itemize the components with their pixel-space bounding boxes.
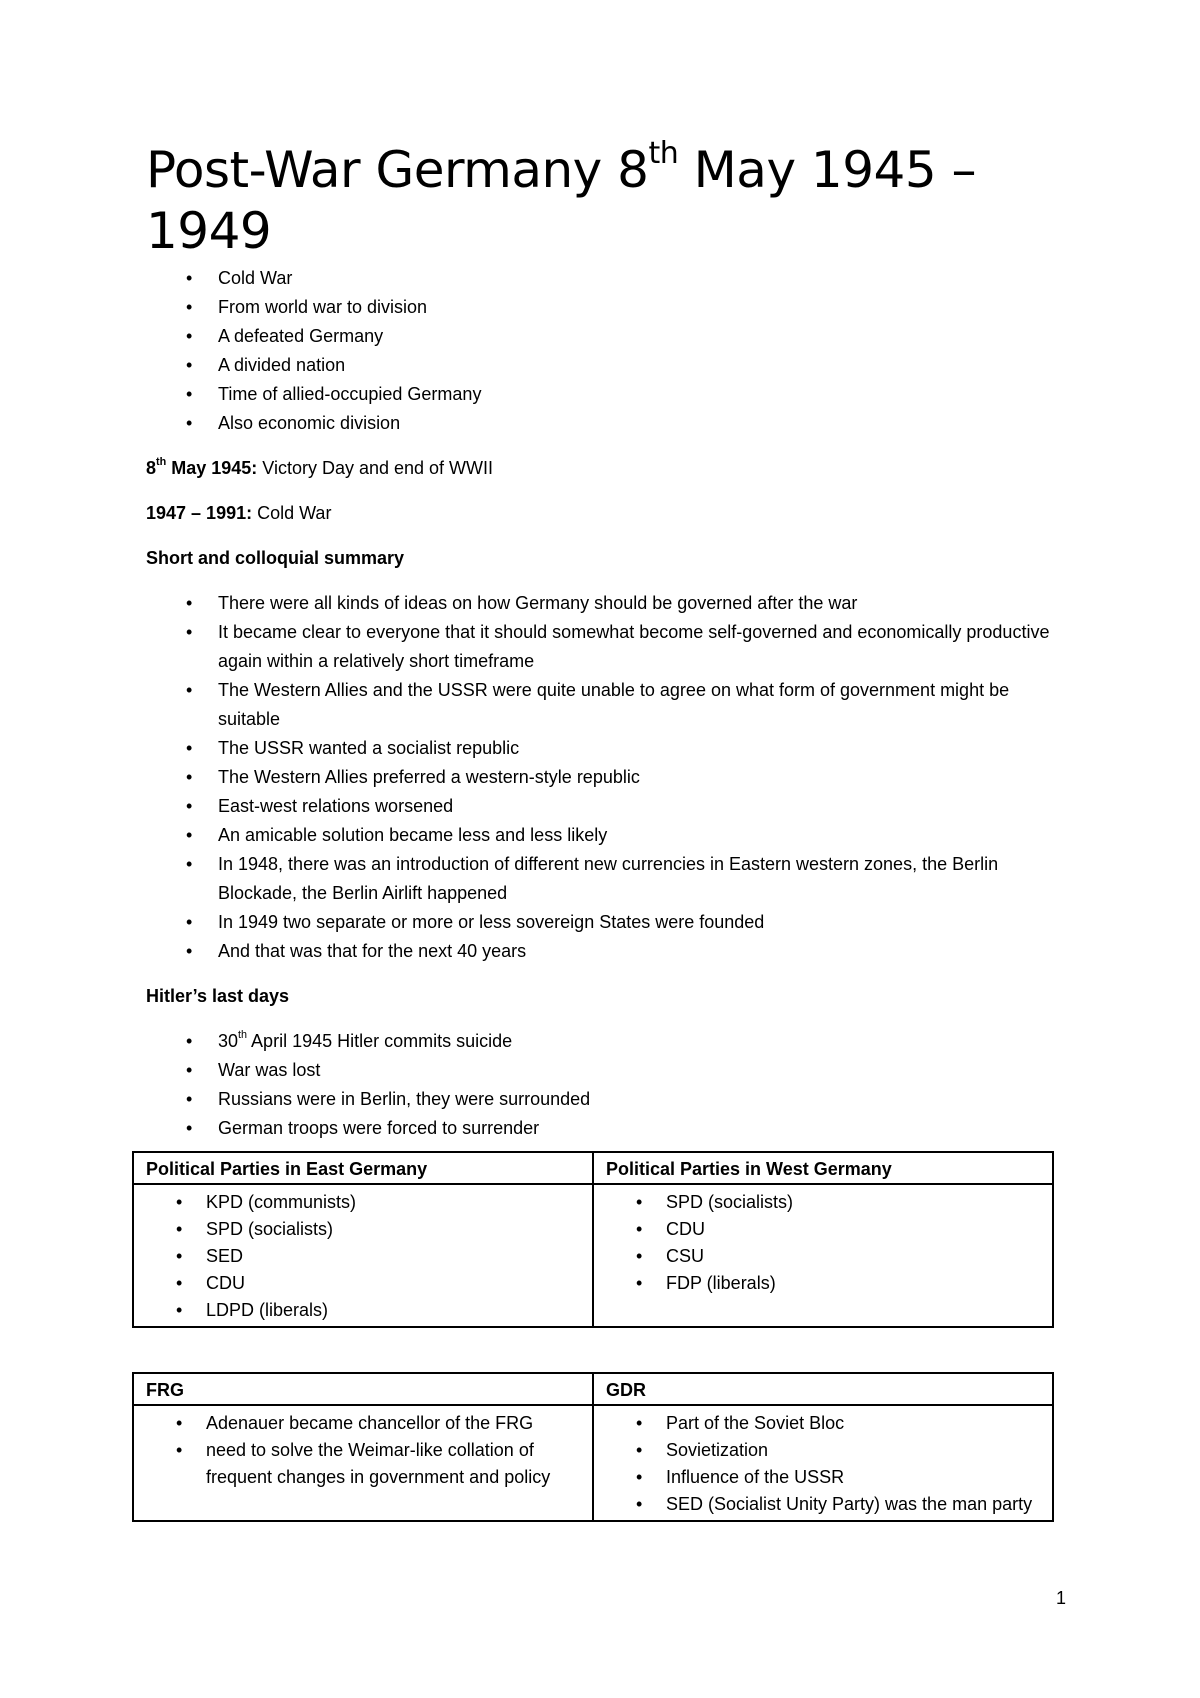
list-item: • SED (Socialist Unity Party) was the man party bbox=[606, 1491, 1042, 1518]
list-item: • The Western Allies preferred a western-style republic bbox=[146, 763, 1056, 792]
hitler-heading: Hitler’s last days bbox=[146, 986, 290, 1006]
list-item: • There were all kinds of ideas on how Germany should be governed after the war bbox=[146, 589, 1056, 618]
fact-victory-day: 8th May 1945: Victory Day and end of WWII bbox=[146, 455, 494, 478]
list-item: • SED bbox=[146, 1243, 582, 1270]
list-item: • Influence of the USSR bbox=[606, 1464, 1042, 1491]
list-item: • FDP (liberals) bbox=[606, 1270, 1042, 1297]
list-item: • The USSR wanted a socialist republic bbox=[146, 734, 1056, 763]
list-item: • CSU bbox=[606, 1243, 1042, 1270]
list-item: • German troops were forced to surrender bbox=[146, 1114, 1056, 1143]
gdr-cell bbox=[593, 1405, 1053, 1521]
list-item: • From world war to division bbox=[146, 293, 1056, 322]
list-item: • Part of the Soviet Bloc bbox=[606, 1410, 1042, 1437]
page-title: Post-War Germany 8th May 1945 – 1949 bbox=[146, 136, 977, 260]
west-parties-cell bbox=[593, 1184, 1053, 1327]
document-page bbox=[146, 136, 1056, 1522]
list-item: • A defeated Germany bbox=[146, 322, 1056, 351]
list-item: • LDPD (liberals) bbox=[146, 1297, 582, 1324]
summary-heading: Short and colloquial summary bbox=[146, 548, 405, 568]
intro-list bbox=[146, 264, 1056, 438]
west-parties-header: Political Parties in West Germany bbox=[593, 1152, 1053, 1184]
frg-header: FRG bbox=[133, 1373, 593, 1405]
gdr-header: GDR bbox=[593, 1373, 1053, 1405]
list-item: • CDU bbox=[146, 1270, 582, 1297]
frg-cell bbox=[133, 1405, 593, 1521]
fact-cold-war: 1947 – 1991: Cold War bbox=[146, 503, 332, 523]
summary-list bbox=[146, 589, 1056, 966]
political-parties-table bbox=[132, 1151, 1054, 1328]
list-item: • Also economic division bbox=[146, 409, 1056, 438]
list-item: • And that was that for the next 40 years bbox=[146, 937, 1056, 966]
list-item: • KPD (communists) bbox=[146, 1189, 582, 1216]
list-item: • SPD (socialists) bbox=[606, 1189, 1042, 1216]
frg-gdr-table bbox=[132, 1372, 1054, 1522]
list-item: • need to solve the Weimar-like collation of frequent changes in government and policy bbox=[146, 1437, 582, 1491]
list-item: • Adenauer became chancellor of the FRG bbox=[146, 1410, 582, 1437]
list-item: • A divided nation bbox=[146, 351, 1056, 380]
list-item: • 30th April 1945 Hitler commits suicide bbox=[146, 1027, 1056, 1056]
hitler-list bbox=[146, 1027, 1056, 1143]
page-number: 1 bbox=[1055, 1588, 1066, 1608]
list-item: • Russians were in Berlin, they were surrounded bbox=[146, 1085, 1056, 1114]
list-item: • War was lost bbox=[146, 1056, 1056, 1085]
list-item: • East-west relations worsened bbox=[146, 792, 1056, 821]
list-item: • The Western Allies and the USSR were quite unable to agree on what form of government might be suitable bbox=[146, 676, 1056, 734]
list-item: • In 1949 two separate or more or less sovereign States were founded bbox=[146, 908, 1056, 937]
list-item: • SPD (socialists) bbox=[146, 1216, 582, 1243]
list-item: • Time of allied-occupied Germany bbox=[146, 380, 1056, 409]
list-item: • Cold War bbox=[146, 264, 1056, 293]
list-item: • An amicable solution became less and less likely bbox=[146, 821, 1056, 850]
list-item: • Sovietization bbox=[606, 1437, 1042, 1464]
east-parties-header: Political Parties in East Germany bbox=[133, 1152, 593, 1184]
list-item: • CDU bbox=[606, 1216, 1042, 1243]
list-item: • It became clear to everyone that it should somewhat become self-governed and economically productive again within a relatively short timeframe bbox=[146, 618, 1056, 676]
east-parties-cell bbox=[133, 1184, 593, 1327]
list-item: • In 1948, there was an introduction of different new currencies in Eastern western zones, the Berlin Blockade, the Berlin Airlift happened bbox=[146, 850, 1056, 908]
